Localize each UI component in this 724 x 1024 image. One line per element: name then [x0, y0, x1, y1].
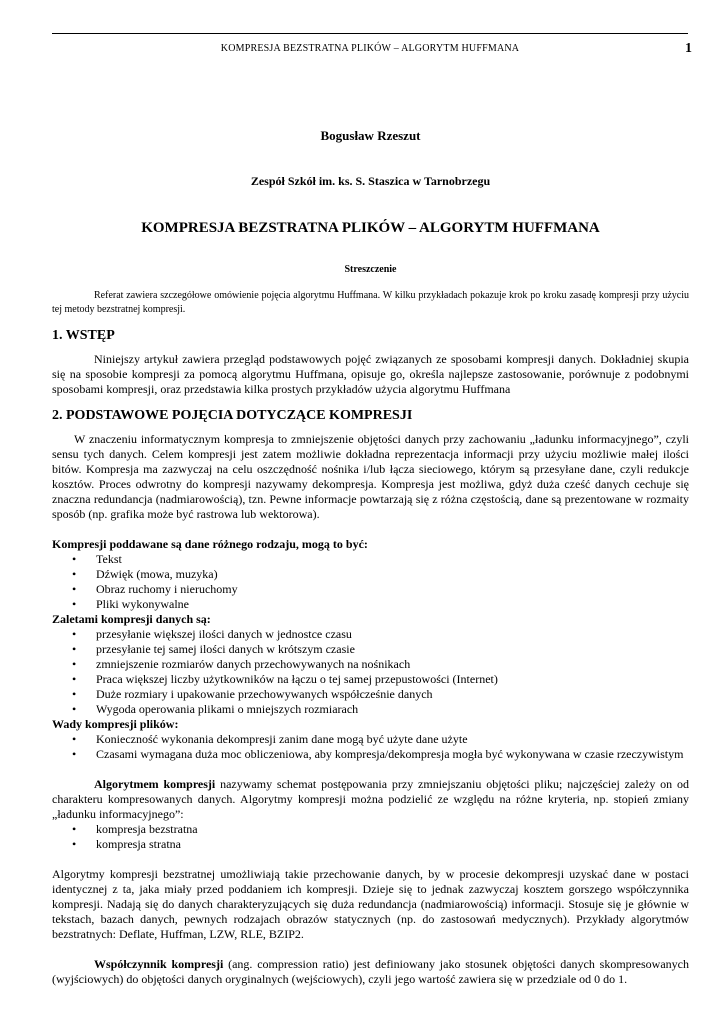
page-number: 1 [685, 41, 692, 56]
list-item: • Czasami wymagana duża moc obliczeniowa, aby kompresja/dekompresja mogła być wykonywana w czasie rzeczywistym [72, 747, 684, 761]
bullet-icon: • [72, 837, 77, 851]
running-header: KOMPRESJA BEZSTRATNA PLIKÓW – ALGORYTM HUFFMANA [220, 43, 520, 54]
header-rule [52, 33, 688, 34]
section-2-heading: 2. PODSTAWOWE POJĘCIA DOTYCZĄCE KOMPRESJI [52, 408, 413, 423]
list-item: • Pliki wykonywalne [72, 597, 189, 611]
bullet-icon: • [72, 582, 77, 596]
list-item: • przesyłanie większej ilości danych w jednostce czasu [72, 627, 352, 641]
list-item: • Konieczność wykonania dekompresji zanim dane mogą być użyte dane użyte [72, 732, 468, 746]
algorithm-term: Algorytmem kompresji [94, 777, 216, 791]
bullet-icon: • [72, 567, 77, 581]
disadvantages-list [52, 732, 689, 762]
algorithm-types-list [52, 822, 689, 852]
bullet-icon: • [72, 822, 77, 836]
list-item: • przesyłanie tej samej ilości danych w krótszym czasie [72, 642, 355, 656]
bullet-icon: • [72, 552, 77, 566]
bullet-icon: • [72, 657, 77, 671]
bullet-icon: • [72, 597, 77, 611]
bullet-icon: • [72, 747, 77, 761]
algorithm-definition: Algorytmem kompresji nazywamy schemat postępowania przy zmniejszaniu objętości pliku; najczęściej zależy on od charakteru kompresowanych danych. Algorytmy kompresji można podzielić ze względu na różne kryteria, np. stopień zmiany „ładunku informacyjnego”: [52, 777, 689, 821]
bullet-icon: • [72, 642, 77, 656]
list-item: • kompresja bezstratna [72, 822, 198, 836]
data-types-list [52, 552, 689, 612]
compression-ratio-term: Współczynnik kompresji [94, 957, 224, 971]
list-item: • zmniejszenie rozmiarów danych przechowywanych na nośnikach [72, 657, 411, 671]
data-types-label: Kompresji poddawane są dane różnego rodzaju, mogą to być: [52, 537, 368, 551]
section-1-text: Niniejszy artykuł zawiera przegląd podstawowych pojęć związanych ze sposobami kompresji danych. Dokładniej skupia się na sposobie kompresji za pomocą algorytmu Huffmana, opisuje go, określa najlepsze zastosowanie, porównuje z podobnymi sposobami kompresji, oraz przedstawia kilka prostych przykładów użycia algorytmu Huffmana [52, 352, 689, 396]
bullet-icon: • [72, 687, 77, 701]
list-item: • Obraz ruchomy i nieruchomy [72, 582, 238, 596]
lossless-paragraph: Algorytmy kompresji bezstratnej umożliwiają takie przechowanie danych, by w procesie dekompresji uzyskać dane w postaci identycznej z ta, jaka miały przed poddaniem ich kompresji. Dzieje się to jednak zazwyczaj kosztem gorszego współczynnika kompresji. Nadają się do danych charakteryzujących się duża redundancja (nadmiarowością) informacji. Stosuje się je głównie w tekstach, bazach danych, pewnych rodzajach obrazów statycznych (np. do zastosowań medycznych). Przykłady algorytmów bezstratnych: Deflate, Huffman, LZW, RLE, BZIP2. [52, 867, 689, 941]
section-1-heading: 1. WSTĘP [52, 328, 115, 343]
bullet-icon: • [72, 702, 77, 716]
abstract-text: Referat zawiera szczegółowe omówienie pojęcia algorytmu Huffmana. W kilku przykładach pokazuje krok po kroku zasadę kompresji przy użyciu tej metody bezstratnej kompresji. [52, 290, 689, 315]
disadvantages-label: Wady kompresji plików: [52, 717, 179, 731]
list-item: • kompresja stratna [72, 837, 181, 851]
list-item: • Praca większej liczby użytkowników na łączu o tej samej przepustowości (Internet) [72, 672, 498, 686]
school-affiliation: Zespół Szkół im. ks. S. Staszica w Tarnobrzegu [250, 174, 491, 188]
bullet-icon: • [72, 732, 77, 746]
list-item: • Tekst [72, 552, 122, 566]
advantages-list [52, 627, 689, 717]
list-item: • Dźwięk (mowa, muzyka) [72, 567, 218, 581]
compression-ratio-paragraph: Współczynnik kompresji (ang. compression ratio) jest definiowany jako stosunek objętości danych skompresowanych (wyjściowych) do objętości danych oryginalnych (wejściowych), czyli jego wartość zawiera się w przedziale od 0 do 1. [52, 957, 689, 986]
bullet-icon: • [72, 627, 77, 641]
document-body [52, 128, 689, 987]
abstract-heading: Streszczenie [344, 264, 397, 275]
section-2-intro: W znaczeniu informatycznym kompresja to zmniejszenie objętości danych przy zachowaniu „ładunku informacyjnego”, czyli sensu tych danych. Celem kompresji jest zatem możliwie dokładna reprezentacja informacji przy użyciu możliwie małej ilości bitów. Kompresja ma zazwyczaj na celu oszczędność nośnika i/lub łącza sieciowego, którym są przesyłane dane, czyli redukcje kosztów. Proces odwrotny do kompresji nazywamy dekompresja. Kompresja jest możliwa, gdyż duża cześć danych cechuje się znaczna redundancja (nadmiarowością), tzn. Pewne informacje powtarzają się z różna częstością, dane są prezentowane w rozmaity sposób (np. grafika może być rastrowa lub wektorowa). [52, 432, 689, 521]
document-title: KOMPRESJA BEZSTRATNA PLIKÓW – ALGORYTM HUFFMANA [141, 220, 600, 236]
author: Bogusław Rzeszut [320, 128, 421, 143]
advantages-label: Zaletami kompresji danych są: [52, 612, 211, 626]
list-item: • Wygoda operowania plikami o mniejszych rozmiarach [72, 702, 359, 716]
bullet-icon: • [72, 672, 77, 686]
list-item: • Duże rozmiary i upakowanie przechowywanych współcześnie danych [72, 687, 433, 701]
